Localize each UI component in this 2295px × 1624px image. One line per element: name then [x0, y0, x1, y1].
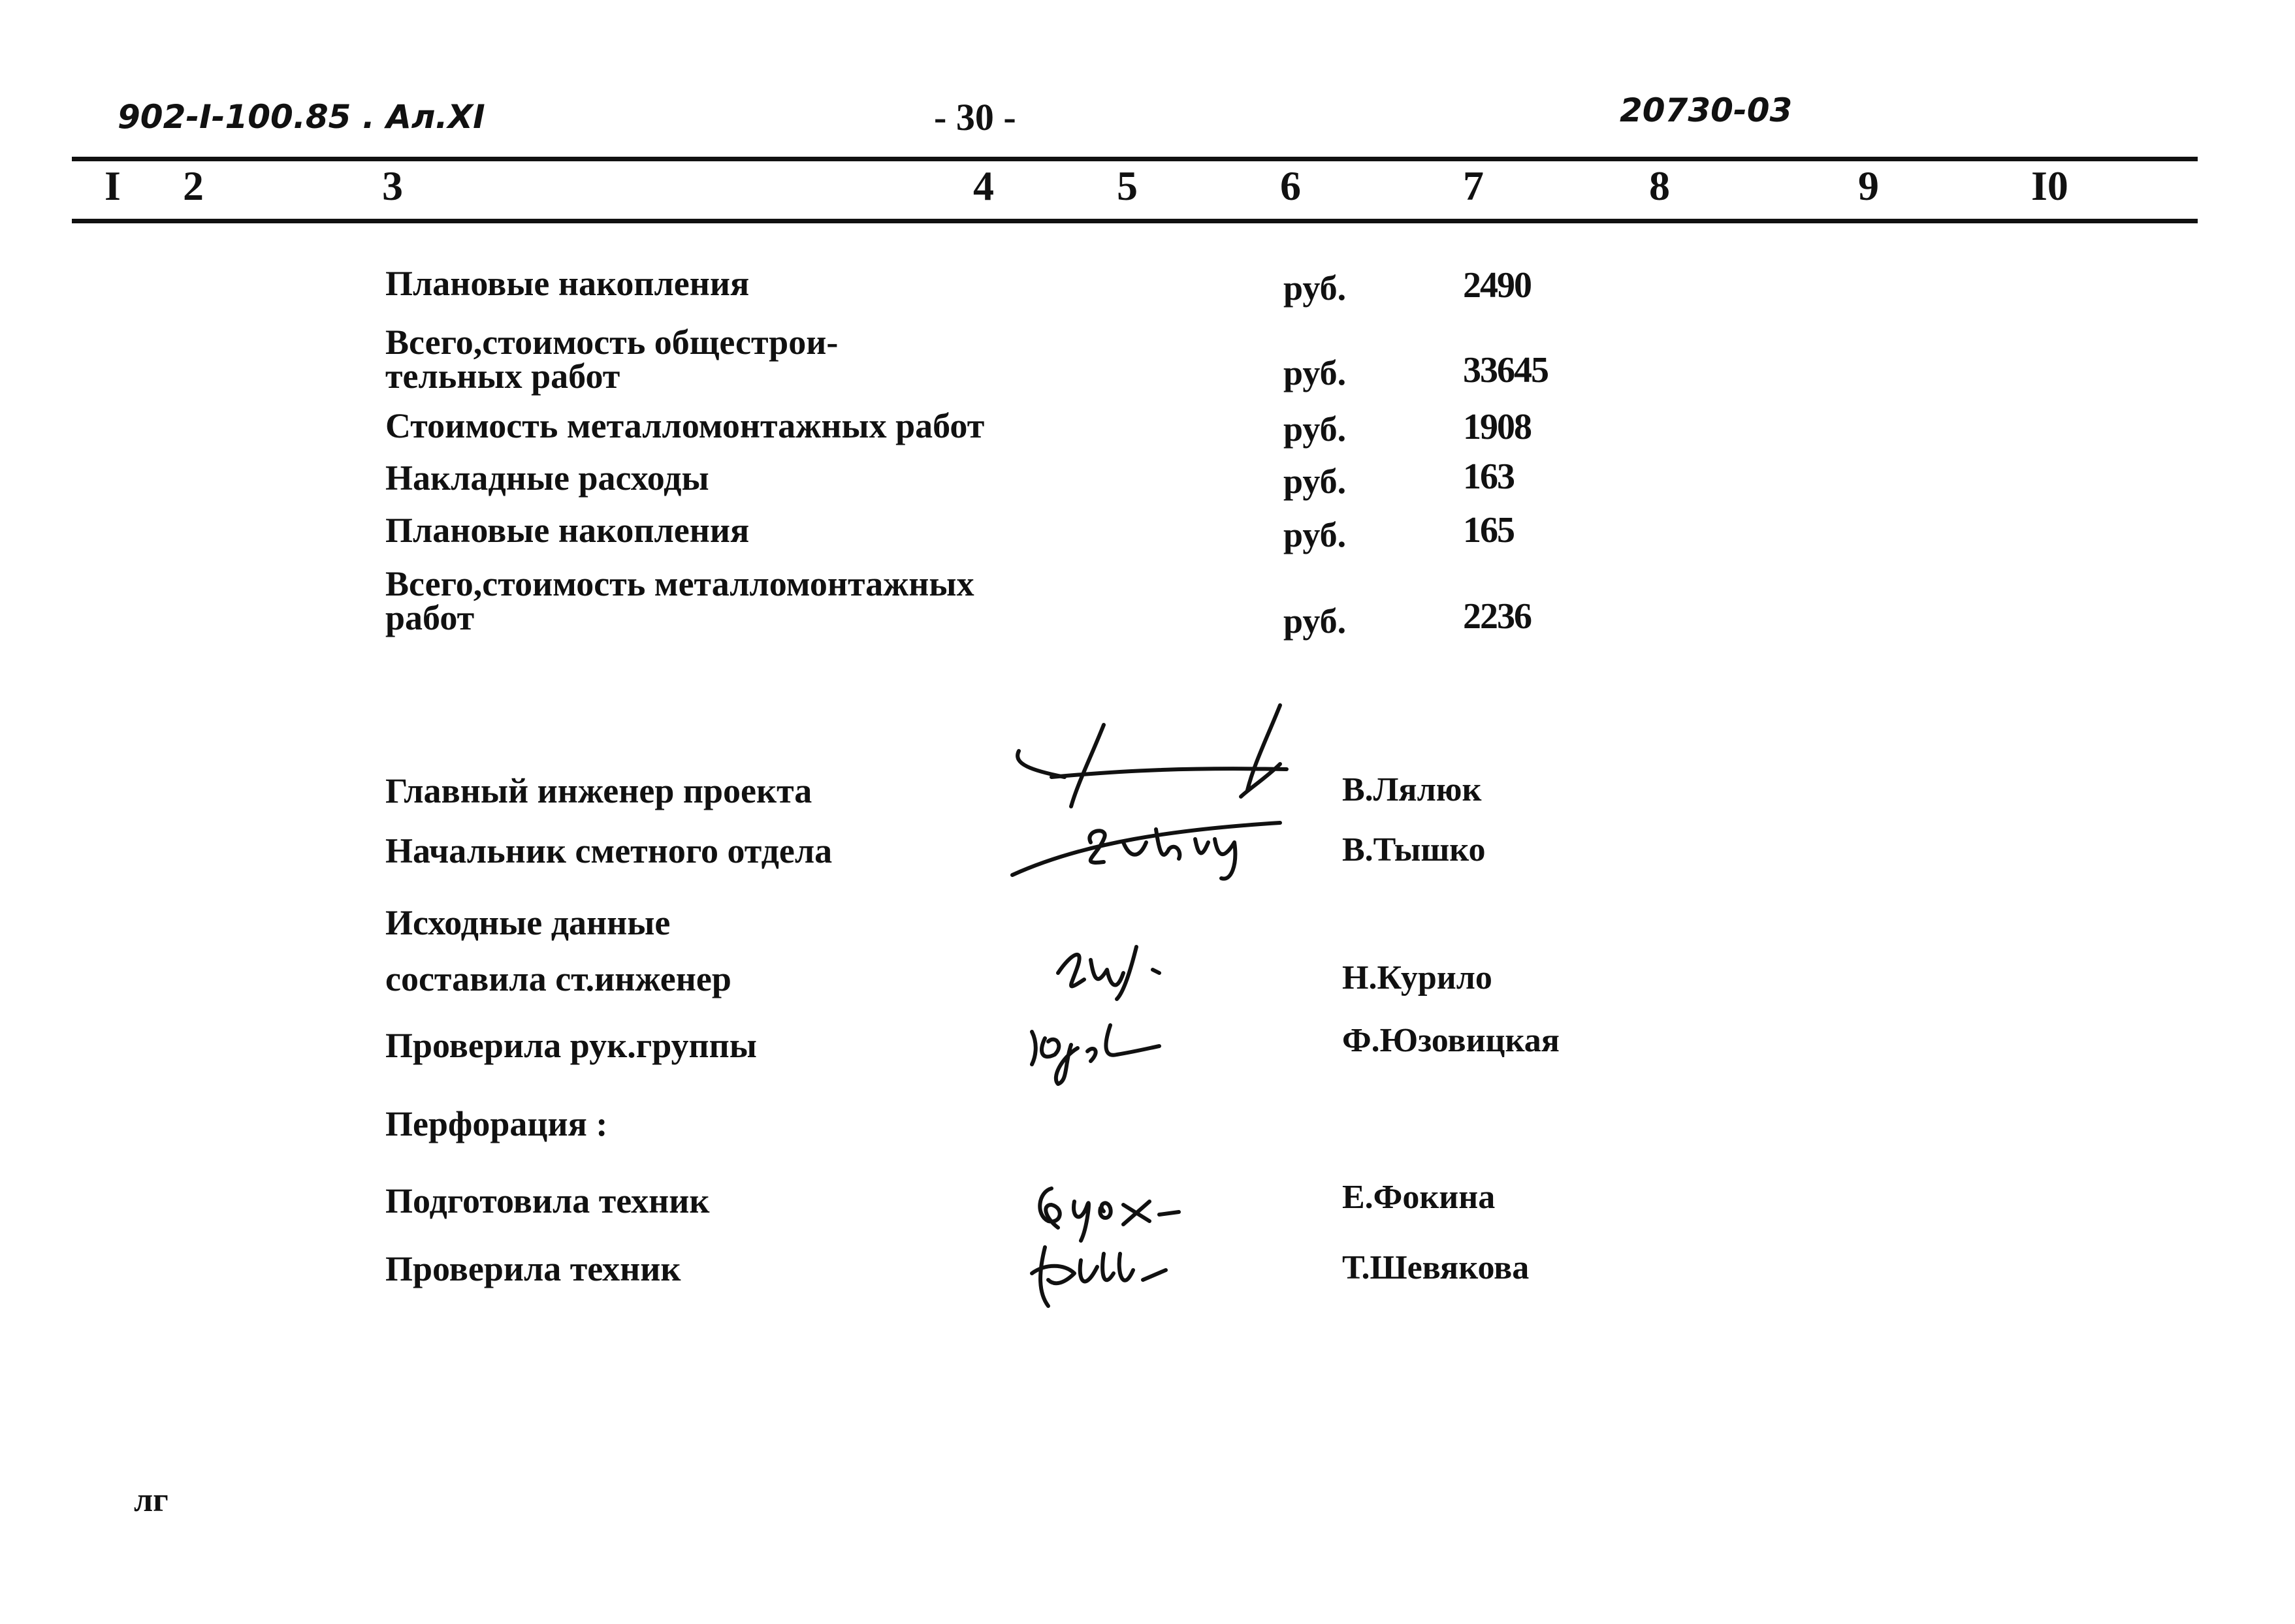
- cost-row-label: Плановые накопления: [385, 511, 750, 550]
- signature-yuzovitskaya: [1019, 1006, 1176, 1091]
- cost-row-label-line: работ: [385, 598, 475, 637]
- cost-row-value: 2490: [1463, 265, 1531, 306]
- column-number-10: I0: [2031, 163, 2068, 209]
- cost-row-unit: руб.: [1283, 268, 1347, 308]
- column-number-2: 2: [183, 163, 204, 209]
- signatory-name: В.Тышко: [1342, 831, 1486, 868]
- signature-role: Начальник сметного отдела: [385, 831, 833, 870]
- cost-row-unit: руб.: [1283, 409, 1347, 449]
- signature-kurilo: [1045, 934, 1189, 1006]
- header-bottom-rule: [72, 219, 2198, 223]
- page-number: - 30 -: [934, 96, 1016, 138]
- signature-role: составила ст.инженер: [385, 959, 731, 998]
- footer-mark: лг: [134, 1482, 169, 1519]
- cost-row-label: [385, 564, 974, 637]
- column-number-5: 5: [1117, 163, 1138, 209]
- cost-row-label-line: Всего,стоимость металломонтажных: [385, 564, 974, 603]
- cost-row-label: Плановые накопления: [385, 264, 750, 303]
- cost-row-value: 163: [1463, 456, 1514, 497]
- signatory-name: Н.Курило: [1342, 959, 1492, 996]
- column-number-8: 8: [1649, 163, 1670, 209]
- cost-row-label-line: Всего,стоимость общестрои-: [385, 323, 839, 362]
- column-number-1: I: [104, 163, 121, 209]
- cost-row-label-line: тельных работ: [385, 357, 620, 396]
- signature-role: Проверила техник: [385, 1249, 681, 1288]
- cost-row-value: 1908: [1463, 407, 1531, 447]
- signature-head-of-estimates: [1006, 803, 1306, 888]
- column-number-3: 3: [382, 163, 403, 209]
- signature-role: Проверила рук.группы: [385, 1026, 757, 1065]
- cost-row-unit: руб.: [1283, 462, 1347, 501]
- signatory-name: В.Лялюк: [1342, 771, 1482, 808]
- signatory-name: Т.Шевякова: [1342, 1249, 1530, 1286]
- column-number-6: 6: [1280, 163, 1301, 209]
- cost-row-label: Стоимость металломонтажных работ: [385, 406, 985, 445]
- cost-row-unit: руб.: [1283, 515, 1347, 554]
- column-number-7: 7: [1463, 163, 1484, 209]
- signature-role: Исходные данные: [385, 903, 671, 942]
- column-number-4: 4: [973, 163, 994, 209]
- signature-shevyakova: [1019, 1234, 1189, 1319]
- signature-role: Подготовила техник: [385, 1181, 710, 1220]
- cost-row-unit: руб.: [1283, 353, 1347, 392]
- cost-row-value: 33645: [1463, 350, 1548, 390]
- column-number-9: 9: [1858, 163, 1879, 209]
- signature-role: Перфорация :: [385, 1104, 608, 1143]
- signatory-name: Е.Фокина: [1342, 1179, 1496, 1216]
- signatory-name: Ф.Юзовицкая: [1342, 1022, 1560, 1059]
- header-top-rule: [72, 157, 2198, 161]
- signature-role: Главный инженер проекта: [385, 771, 812, 810]
- archive-number: 20730-03: [1620, 91, 1793, 129]
- cost-row-value: 165: [1463, 510, 1514, 550]
- cost-row-unit: руб.: [1283, 601, 1347, 641]
- document-code: 902-I-100.85 . Ал.XI: [118, 98, 485, 136]
- cost-row-label: Накладные расходы: [385, 458, 709, 498]
- cost-row-label: [385, 323, 839, 396]
- cost-row-value: 2236: [1463, 596, 1531, 637]
